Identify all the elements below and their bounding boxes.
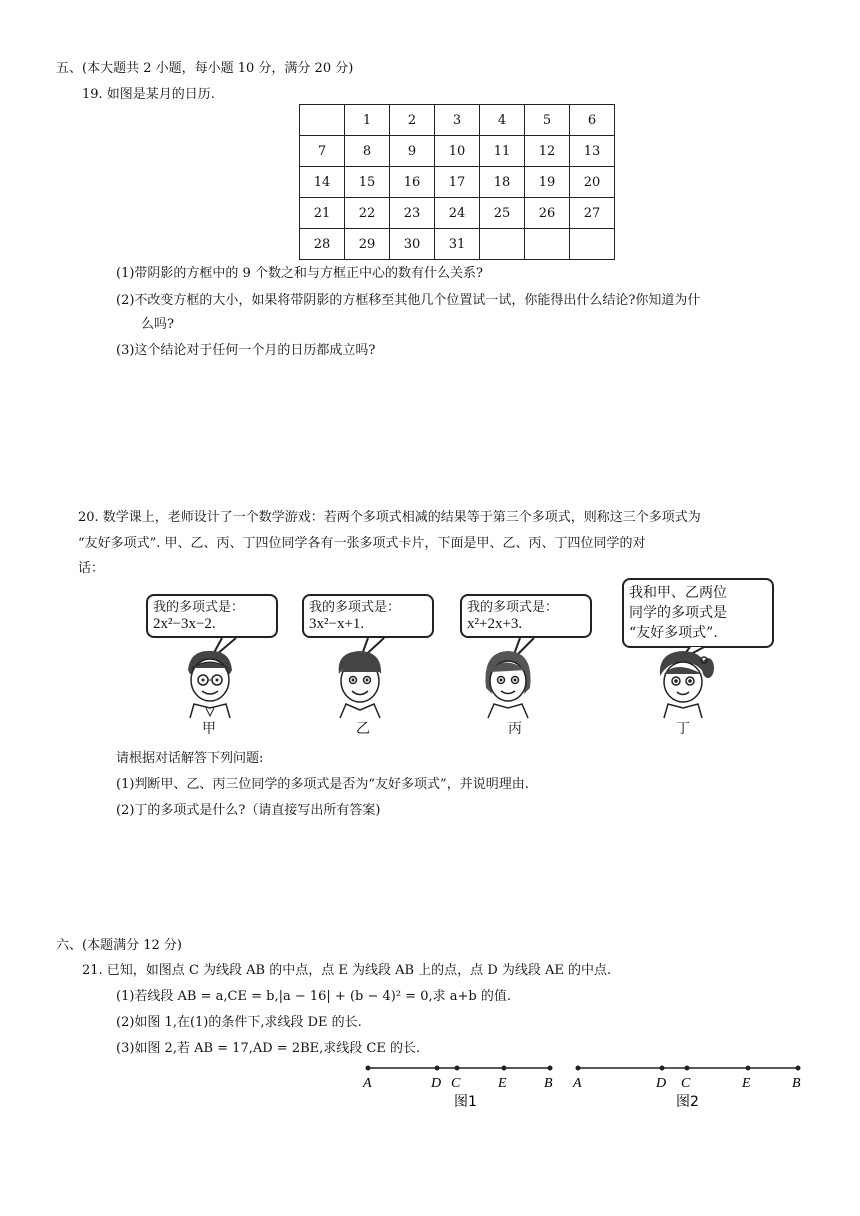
question-21-part-3: (3)如图 2,若 AB = 17,AD = 2BE,求线段 CE 的长. — [116, 1041, 421, 1056]
calendar-cell: 11 — [480, 136, 525, 167]
calendar-cell: 16 — [390, 167, 435, 198]
question-19-part-3: (3)这个结论对于任何一个月的日历都成立吗? — [116, 343, 376, 358]
calendar-cell: 10 — [435, 136, 480, 167]
calendar-cell: 20 — [570, 167, 615, 198]
bubble-ding-line3: “友好多项式”. — [629, 625, 718, 641]
fig1-point-a-label: A — [363, 1076, 372, 1091]
calendar-cell: 29 — [345, 229, 390, 260]
question-19-part-2: (2)不改变方框的大小，如果将带阴影的方框移至其他几个位置试一试，你能得出什么结论?你知道为什 — [116, 293, 701, 308]
student-bing-icon — [478, 648, 538, 718]
calendar-cell: 19 — [525, 167, 570, 198]
bubble-jia-text: 我的多项式是： — [153, 600, 245, 615]
section-6-header: 六、(本题满分 12 分) — [56, 938, 182, 953]
calendar-cell: 25 — [480, 198, 525, 229]
calendar-cell: 26 — [525, 198, 570, 229]
question-20-part-1: (1)判断甲、乙、丙三位同学的多项式是否为“友好多项式”，并说明理由. — [116, 777, 529, 792]
student-ding-icon — [648, 648, 718, 718]
calendar-cell: 18 — [480, 167, 525, 198]
calendar-cell: 17 — [435, 167, 480, 198]
calendar-cell: 5 — [525, 105, 570, 136]
question-20-part-2: (2)丁的多项式是什么?（请直接写出所有答案) — [116, 803, 381, 818]
figure-2-segment — [570, 1060, 810, 1120]
question-19-part-2-cont: 么吗? — [141, 317, 174, 332]
fig1-point-b-label: B — [544, 1076, 553, 1091]
student-name-yi: 乙 — [356, 721, 370, 737]
question-20-stem-line2: “友好多项式”. 甲、乙、丙、丁四位同学各有一张多项式卡片，下面是甲、乙、丙、丁四位同学的对 — [78, 536, 646, 551]
fig1-point-d-label: D — [431, 1076, 442, 1091]
question-21-stem: 21. 已知，如图点 C 为线段 AB 的中点，点 E 为线段 AB 上的点，点 D 为线段 AE 的中点. — [82, 963, 612, 978]
calendar-cell: 22 — [345, 198, 390, 229]
calendar-cell: 3 — [435, 105, 480, 136]
calendar-cell: 21 — [300, 198, 345, 229]
fig1-point-e-label: E — [498, 1076, 507, 1091]
figure-2-caption: 图2 — [676, 1094, 699, 1110]
question-21-part-2: (2)如图 1,在(1)的条件下,求线段 DE 的长. — [116, 1015, 362, 1030]
student-name-bing: 丙 — [508, 721, 522, 737]
calendar-cell: 7 — [300, 136, 345, 167]
question-20-stem-line1: 20. 数学课上，老师设计了一个数学游戏：若两个多项式相减的结果等于第三个多项式，则称这三个多项式为 — [78, 510, 701, 525]
question-19-stem: 19. 如图是某月的日历. — [82, 87, 215, 102]
question-21-part-1: (1)若线段 AB = a,CE = b,|a − 16| + (b − 4)² = 0,求 a+b 的值. — [116, 989, 511, 1004]
calendar-cell: 13 — [570, 136, 615, 167]
calendar-cell: 24 — [435, 198, 480, 229]
student-name-ding: 丁 — [676, 721, 690, 737]
question-20-intro: 请根据对话解答下列问题: — [116, 751, 264, 766]
question-19-part-1: (1)带阴影的方框中的 9 个数之和与方框正中心的数有什么关系? — [116, 266, 483, 281]
calendar-cell: 15 — [345, 167, 390, 198]
bubble-bing-text: 我的多项式是： — [467, 600, 559, 615]
student-jia-icon — [180, 648, 240, 718]
figure-1-segment — [360, 1060, 560, 1120]
calendar-cell: 2 — [390, 105, 435, 136]
question-20-stem-line3: 话： — [78, 561, 105, 576]
bubble-bing-polynomial: x²+2x+3. — [467, 616, 523, 632]
calendar-cell: 8 — [345, 136, 390, 167]
calendar-cell: 6 — [570, 105, 615, 136]
section-5-header: 五、(本大题共 2 小题，每小题 10 分，满分 20 分) — [56, 61, 354, 76]
calendar-cell: 30 — [390, 229, 435, 260]
fig2-point-c-label: C — [681, 1076, 691, 1091]
bubble-ding-line1: 我和甲、乙两位 — [629, 585, 727, 601]
calendar-cell: 31 — [435, 229, 480, 260]
calendar-cell: 27 — [570, 198, 615, 229]
bubble-yi-text: 我的多项式是： — [309, 600, 401, 615]
figure-1-caption: 图1 — [454, 1094, 477, 1110]
calendar-cell: 12 — [525, 136, 570, 167]
calendar-cell: 9 — [390, 136, 435, 167]
fig2-point-e-label: E — [742, 1076, 751, 1091]
bubble-yi-polynomial: 3x²−x+1. — [309, 616, 365, 632]
fig1-point-c-label: C — [451, 1076, 461, 1091]
bubble-jia-polynomial: 2x²−3x−2. — [153, 616, 216, 632]
calendar-cell: 1 — [345, 105, 390, 136]
fig2-point-a-label: A — [573, 1076, 582, 1091]
fig2-point-b-label: B — [792, 1076, 801, 1091]
bubble-ding-line2: 同学的多项式是 — [629, 605, 727, 621]
fig2-point-d-label: D — [656, 1076, 667, 1091]
student-yi-icon — [330, 648, 390, 718]
student-name-jia: 甲 — [202, 721, 216, 737]
calendar-cell: 4 — [480, 105, 525, 136]
calendar-cell: 23 — [390, 198, 435, 229]
calendar-cell: 28 — [300, 229, 345, 260]
calendar-cell: 14 — [300, 167, 345, 198]
